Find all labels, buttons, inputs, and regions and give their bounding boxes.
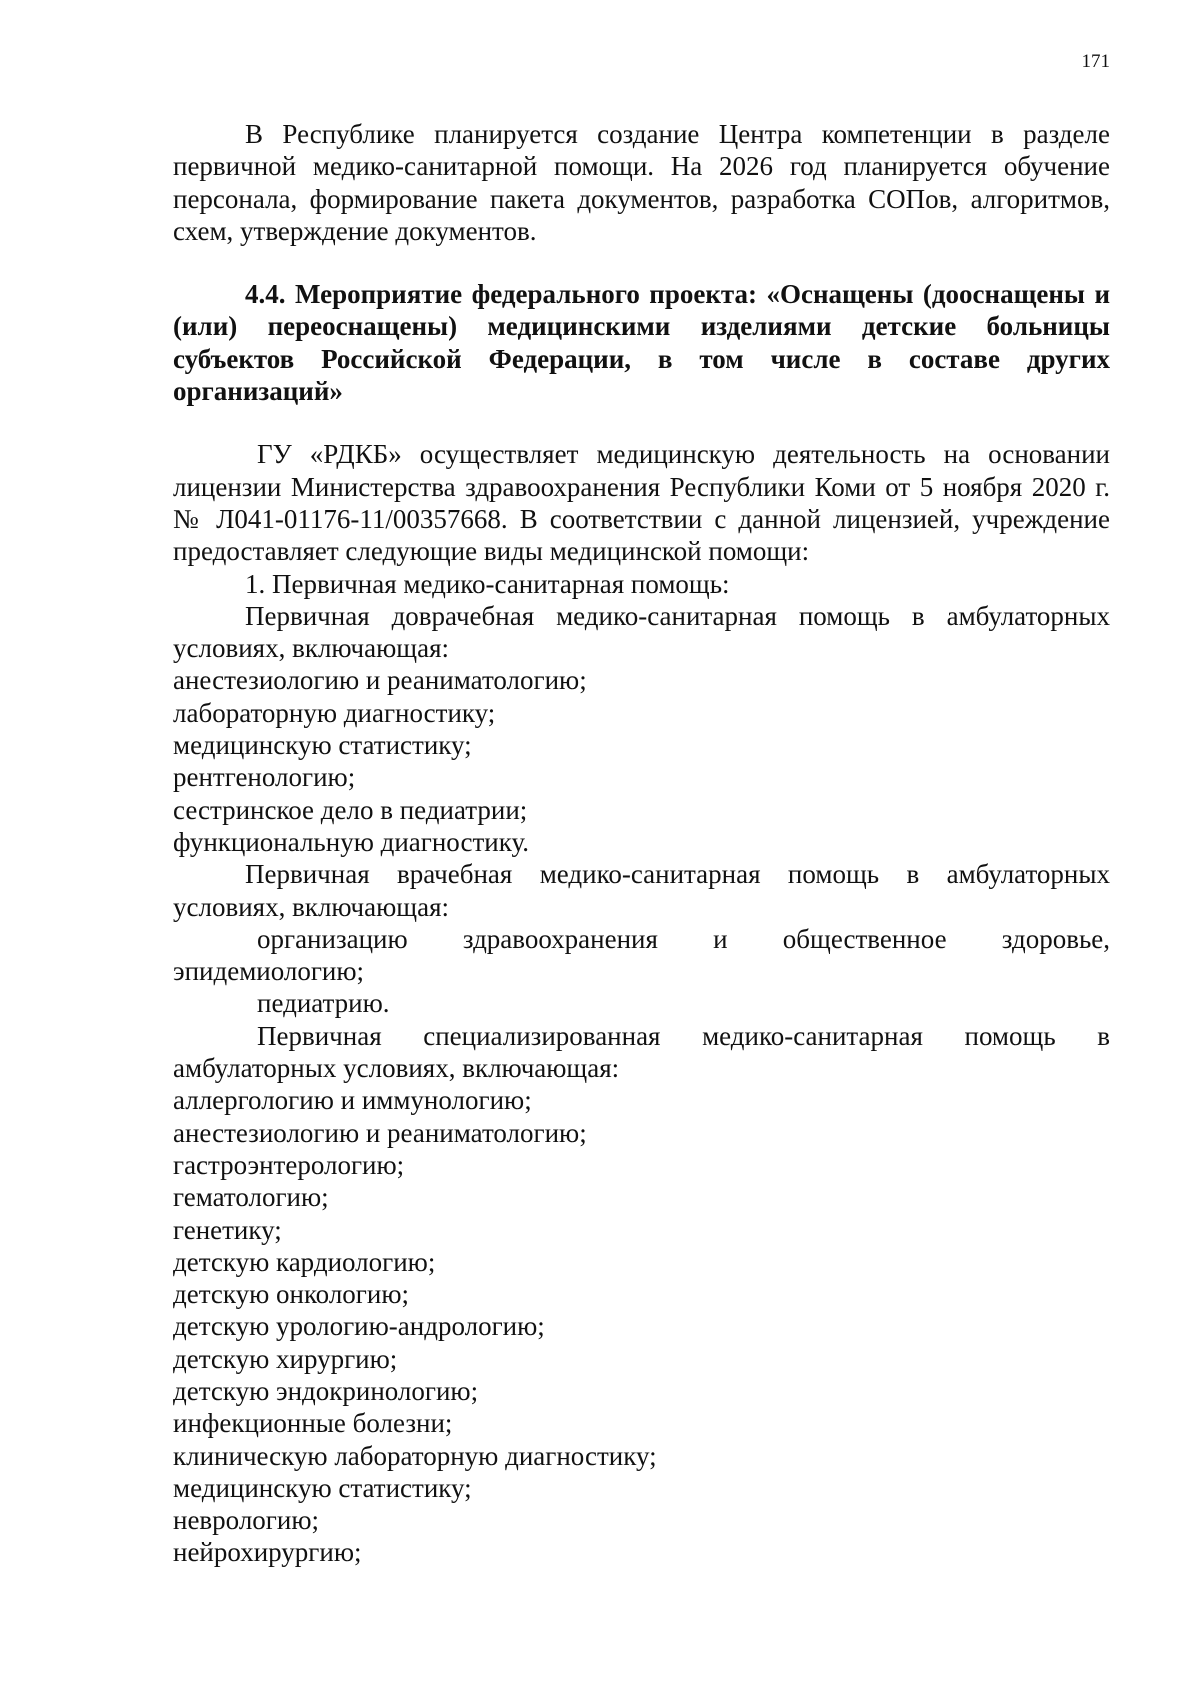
pre-doctor-care-list bbox=[173, 664, 1110, 858]
specialized-care-list bbox=[173, 1084, 1110, 1568]
page-number: 171 bbox=[1081, 51, 1110, 72]
list-item: лабораторную диагностику; bbox=[173, 697, 496, 728]
list-item: детскую кардиологию; bbox=[173, 1246, 436, 1277]
paragraph-license: ГУ «РДКБ» осуществляет медицинскую деятельность на основании лицензии Министерства здравоохранения Республики Коми от 5 ноября 2020 г. № Л041-01176-11/00357668. В соответствии с данной лицензией, учреждение предоставляет следующие виды медицинской помощи: bbox=[173, 439, 1110, 567]
list-item: клиническую лабораторную диагностику; bbox=[173, 1440, 657, 1471]
list-item: нейрохирургию; bbox=[173, 1537, 362, 1568]
list-item: функциональную диагностику. bbox=[173, 826, 529, 857]
list-item: медицинскую статистику; bbox=[173, 730, 472, 761]
document-body bbox=[173, 118, 1110, 1569]
list-item: медицинскую статистику; bbox=[173, 1472, 472, 1503]
list-item: детскую хирургию; bbox=[173, 1343, 398, 1374]
list-item: генетику; bbox=[173, 1214, 282, 1245]
list-item: детскую онкологию; bbox=[173, 1279, 409, 1310]
paragraph-competence-center: В Республике планируется создание Центра компетенции в разделе первичной медико-санитарной помощи. На 2026 год планируется обучение персонала, формирование пакета документов, разработка СОПов, алгоритмов, схем, утверждение документов. bbox=[173, 119, 1110, 246]
doctor-care-item-pediatrics: педиатрию. bbox=[257, 988, 390, 1019]
list-item: рентгенологию; bbox=[173, 762, 356, 793]
list-item: гематологию; bbox=[173, 1182, 329, 1213]
list-item: детскую урологию-андрологию; bbox=[173, 1311, 545, 1342]
list-item: неврологию; bbox=[173, 1505, 319, 1536]
list-item: гастроэнтерологию; bbox=[173, 1149, 405, 1180]
doctor-care-item-organization: организацию здравоохранения и общественное здоровье, эпидемиологию; bbox=[173, 923, 1110, 987]
specialized-care-intro: Первичная специализированная медико-санитарная помощь в амбулаторных условиях, включающая: bbox=[173, 1020, 1110, 1084]
list-item: анестезиологию и реаниматологию; bbox=[173, 1117, 587, 1148]
list-item: аллергологию и иммунологию; bbox=[173, 1085, 532, 1116]
list-item: сестринское дело в педиатрии; bbox=[173, 794, 528, 825]
list-item: анестезиологию и реаниматологию; bbox=[173, 665, 587, 696]
list-item: детскую эндокринологию; bbox=[173, 1375, 479, 1406]
section-heading: 4.4. Мероприятие федерального проекта: «Оснащены (дооснащены и (или) переоснащены) медицинскими изделиями детские больницы субъектов Российской Федерации, в том числе в составе других организаций» bbox=[173, 279, 1110, 407]
list-item: инфекционные болезни; bbox=[173, 1408, 453, 1439]
pre-doctor-care-intro: Первичная доврачебная медико-санитарная помощь в амбулаторных условиях, включающая: bbox=[173, 600, 1110, 664]
doctor-care-intro: Первичная врачебная медико-санитарная помощь в амбулаторных условиях, включающая: bbox=[173, 859, 1110, 922]
list-heading-primary-care: 1. Первичная медико-санитарная помощь: bbox=[245, 568, 730, 599]
